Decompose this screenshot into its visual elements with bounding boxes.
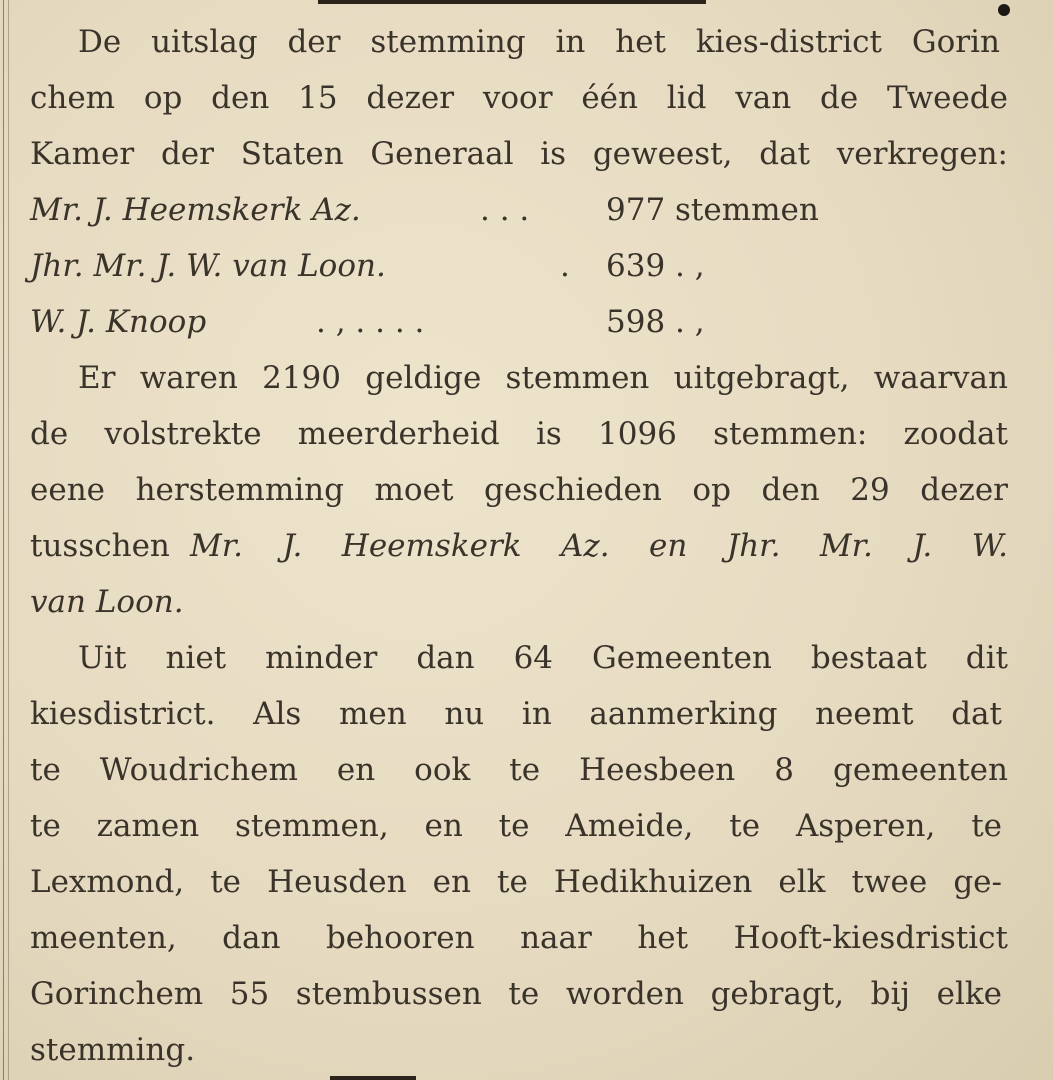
text-line: De uitslag der stemming in het kies-district Gorin [78, 24, 1000, 60]
vote-count: 639 . , [606, 248, 705, 284]
dot-leader: . . . [480, 192, 530, 228]
text-line: meenten, dan behooren naar het Hooft-kiesdristict [30, 920, 1008, 956]
candidate-row [30, 302, 1008, 342]
bottom-rule [330, 1076, 416, 1080]
vote-count: 598 . , [606, 304, 705, 340]
text-line: Kamer der Staten Generaal is geweest, dat verkregen: [30, 136, 1008, 172]
candidate-name: Mr. J. Heemskerk Az. [30, 192, 361, 228]
vote-count: 977 stemmen [606, 192, 819, 228]
dot-leader: . [560, 248, 570, 284]
text-line: van Loon. [30, 584, 184, 620]
candidate-name: W. J. Knoop [30, 304, 207, 340]
text-line: Lexmond, te Heusden en te Hedikhuizen elk twee ge- [30, 864, 1002, 900]
text-line: Gorinchem 55 stembussen te worden gebragt, bij elke [30, 976, 1002, 1012]
text-line: Er waren 2190 geldige stemmen uitgebragt, waarvan [78, 360, 1008, 396]
candidate-row [30, 246, 1008, 286]
text-line: eene herstemming moet geschieden op den 29 dezer [30, 472, 1008, 508]
dot-leader: . , . . . . [316, 304, 425, 340]
text-line: stemming. [30, 1032, 196, 1068]
text-line: te zamen stemmen, en te Ameide, te Asperen, te [30, 808, 1002, 844]
text-span: tusschen [30, 528, 170, 564]
text-line: te Woudrichem en ook te Heesbeen 8 gemeenten [30, 752, 1008, 788]
candidate-name: Jhr. Mr. J. W. van Loon. [30, 248, 386, 284]
candidate-row [30, 190, 1008, 230]
column-rule [8, 0, 9, 1080]
text-line: chem op den 15 dezer voor één lid van de Tweede [30, 80, 1008, 116]
text-line: de volstrekte meerderheid is 1096 stemmen: zoodat [30, 416, 1008, 452]
text-line: Uit niet minder dan 64 Gemeenten bestaat dit [78, 640, 1008, 676]
ink-dot [998, 4, 1010, 16]
text-line: kiesdistrict. Als men nu in aanmerking neemt dat [30, 696, 1002, 732]
candidate-names-italic: Mr. J. Heemskerk Az. en Jhr. Mr. J. W. [190, 528, 1008, 564]
column-rule [3, 0, 4, 1080]
top-rule [318, 0, 706, 4]
text-line [30, 526, 1008, 566]
